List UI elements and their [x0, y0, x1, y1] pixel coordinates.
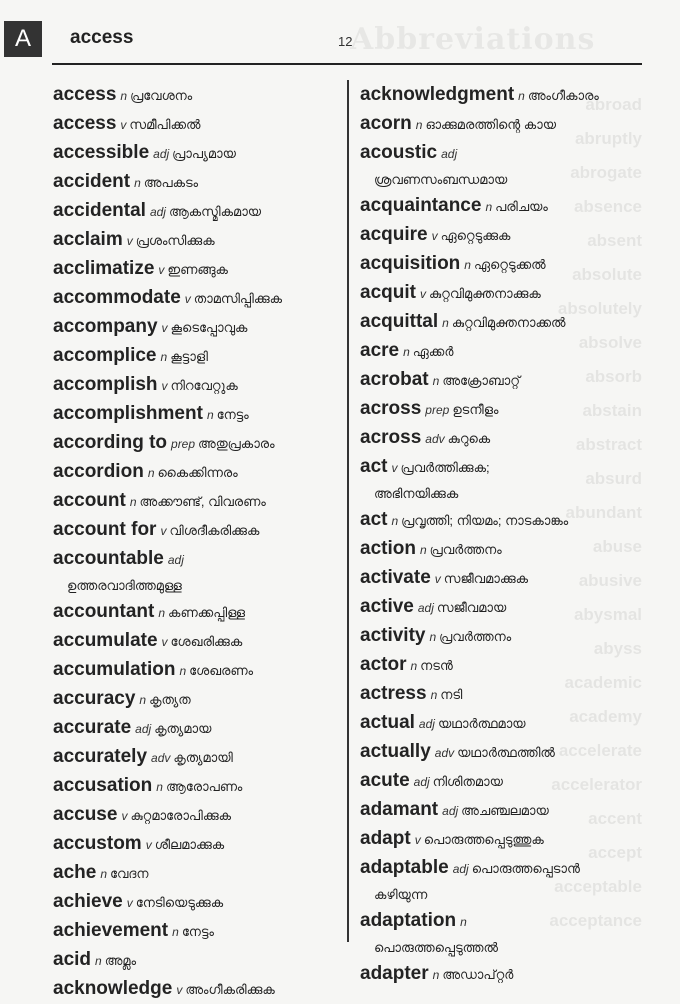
part-of-speech: adv	[425, 432, 445, 446]
bleed-through-word: academy	[569, 707, 642, 726]
bleed-through-word: abroad	[585, 95, 642, 114]
dictionary-entry	[53, 284, 343, 313]
malayalam-gloss-continued: അഭിനയിക്കുക	[374, 486, 459, 501]
dictionary-entry	[360, 366, 660, 395]
part-of-speech: adj	[441, 147, 458, 161]
dictionary-entry	[53, 313, 343, 342]
dictionary-entry	[53, 110, 343, 139]
headword: action	[360, 538, 416, 559]
malayalam-gloss: അഡാപ്റ്റർ	[442, 967, 514, 982]
dictionary-entry	[53, 429, 343, 458]
part-of-speech: adj	[135, 722, 152, 736]
headword: accompany	[53, 316, 158, 337]
malayalam-gloss: നേട്ടം	[181, 924, 214, 939]
dictionary-entry	[53, 946, 343, 975]
dictionary-entry	[53, 371, 343, 400]
malayalam-gloss: അക്കൗണ്ട്, വിവരണം	[139, 494, 266, 509]
dictionary-entry	[53, 139, 343, 168]
bleed-through-word: abusive	[578, 571, 642, 590]
bleed-through-word: abstain	[582, 401, 642, 420]
headword: acre	[360, 340, 400, 361]
dictionary-entry	[53, 888, 343, 917]
malayalam-gloss: അചഞ്ചലമായ	[461, 803, 549, 818]
dictionary-entry	[53, 168, 343, 197]
dictionary-entry	[53, 656, 343, 685]
headword: adamant	[360, 799, 439, 820]
malayalam-gloss: അക്രോബാറ്റ്	[442, 373, 521, 388]
part-of-speech: adj	[452, 862, 469, 876]
malayalam-gloss: കൂട്ടാളി	[170, 349, 208, 364]
dictionary-entry	[360, 651, 660, 680]
headword: account	[53, 490, 126, 511]
headword: accomplishment	[53, 403, 203, 424]
guide-word: access	[70, 27, 134, 48]
dictionary-entry	[360, 825, 660, 854]
headword: acclaim	[53, 229, 123, 250]
part-of-speech: v	[391, 461, 398, 475]
dictionary-entry	[360, 680, 660, 709]
headword: ache	[53, 862, 97, 883]
malayalam-gloss: പ്രവർത്തനം	[429, 542, 502, 557]
malayalam-gloss: പ്രവേശനം	[130, 88, 193, 103]
bleed-through-word: abstract	[575, 435, 642, 454]
dictionary-entry	[360, 796, 660, 825]
malayalam-gloss: പ്രവർത്തനം	[439, 629, 512, 644]
headword: access	[53, 113, 117, 134]
dictionary-entry	[53, 487, 343, 516]
part-of-speech: n	[172, 925, 179, 939]
dictionary-entry	[53, 545, 343, 598]
bleed-through-word: abuse	[592, 537, 642, 556]
part-of-speech: v	[126, 896, 133, 910]
dictionary-entry	[360, 854, 660, 907]
dictionary-entry	[53, 772, 343, 801]
part-of-speech: n	[129, 495, 137, 509]
malayalam-gloss: നേടിയെടുക്കുക	[135, 895, 224, 910]
malayalam-gloss: ശീലമാക്കുക	[154, 837, 225, 852]
malayalam-gloss: ഏറ്റെടുക്കൽ	[473, 257, 546, 272]
dictionary-entry	[53, 516, 343, 545]
bleed-through-word: accelerator	[551, 775, 642, 794]
bleed-through-word: absolute	[572, 265, 642, 284]
dictionary-entry	[360, 192, 660, 221]
headword: across	[360, 398, 422, 419]
bleed-through-word: absent	[587, 231, 642, 250]
part-of-speech: adj	[417, 601, 434, 615]
headword: acrobat	[360, 369, 429, 390]
bleed-through-word: absence	[573, 197, 642, 216]
bleed-through-word: absolutely	[557, 299, 642, 318]
malayalam-gloss: പ്രവൃത്തി; നിയമം; നാടകാങ്കം	[401, 513, 569, 528]
part-of-speech: n	[419, 543, 427, 557]
dictionary-entry	[360, 506, 660, 535]
part-of-speech: v	[431, 229, 438, 243]
headword: accountant	[53, 601, 155, 622]
malayalam-gloss: ഉടനീളം	[452, 402, 499, 417]
dictionary-entry	[53, 685, 343, 714]
part-of-speech: v	[419, 287, 426, 301]
dictionary-entry	[360, 395, 660, 424]
page-number: 12	[338, 34, 353, 49]
malayalam-gloss: യഥാർത്ഥമായ	[437, 716, 526, 731]
headword: accommodate	[53, 287, 181, 308]
dictionary-entry	[360, 738, 660, 767]
malayalam-gloss: സജീവമായ	[436, 600, 507, 615]
malayalam-gloss-continued: പൊരുത്തപ്പെടുത്തൽ	[374, 940, 499, 955]
bleed-through-word: abundant	[565, 503, 642, 522]
malayalam-gloss: ഏറ്റെടുക്കുക	[440, 228, 511, 243]
dictionary-entry	[360, 110, 660, 139]
malayalam-gloss: അംഗീകരിക്കുക	[185, 982, 275, 997]
part-of-speech: prep	[425, 403, 450, 417]
malayalam-gloss: കണക്കപ്പിള്ള	[168, 605, 246, 620]
bleed-through-word: absorb	[585, 367, 642, 386]
malayalam-gloss: ശേഖരണം	[189, 663, 254, 678]
headword: accumulation	[53, 659, 176, 680]
part-of-speech: n	[415, 118, 423, 132]
headword: act	[360, 456, 388, 477]
part-of-speech: v	[434, 572, 441, 586]
bleed-through-word: academic	[564, 673, 642, 692]
bleed-through-title: Abbreviations	[350, 22, 596, 57]
headword: acid	[53, 949, 92, 970]
part-of-speech: adj	[413, 775, 430, 789]
part-of-speech: n	[485, 200, 493, 214]
part-of-speech: n	[120, 89, 128, 103]
part-of-speech: n	[442, 316, 449, 330]
part-of-speech: v	[161, 379, 168, 393]
malayalam-gloss: പ്രവർത്തിക്കുക;	[400, 460, 490, 475]
headword: accidental	[53, 200, 146, 221]
part-of-speech: adj	[153, 147, 170, 161]
malayalam-gloss: അതുപ്രകാരം	[198, 436, 275, 451]
headword: accordion	[53, 461, 144, 482]
malayalam-gloss: നിറവേറ്റുക	[170, 378, 238, 393]
part-of-speech: v	[120, 118, 127, 132]
headword: acquaintance	[360, 195, 482, 216]
part-of-speech: n	[134, 176, 141, 190]
malayalam-gloss: ആരോപണം	[165, 779, 243, 794]
part-of-speech: n	[464, 258, 471, 272]
dictionary-entry	[360, 535, 660, 564]
malayalam-gloss: നേട്ടം	[216, 407, 249, 422]
dictionary-entry	[53, 859, 343, 888]
dictionary-entry	[360, 337, 660, 366]
bleed-through-word: acceptable	[554, 877, 642, 896]
header-rule	[52, 63, 642, 65]
part-of-speech: adj	[418, 717, 435, 731]
dictionary-entry	[53, 714, 343, 743]
bleed-through-word: accelerate	[558, 741, 642, 760]
malayalam-gloss: കൃത്യത	[149, 692, 191, 707]
headword: actor	[360, 654, 407, 675]
dictionary-entry	[53, 458, 343, 487]
bleed-through-word: abyss	[593, 639, 642, 658]
part-of-speech: n	[391, 514, 399, 528]
headword: acquittal	[360, 311, 439, 332]
dictionary-entry	[360, 308, 660, 337]
malayalam-gloss: ഇണങ്ങുക	[167, 262, 228, 277]
headword: adaptable	[360, 857, 449, 878]
malayalam-gloss: അംഗീകാരം	[527, 88, 599, 103]
headword: activity	[360, 625, 426, 646]
headword: actually	[360, 741, 431, 762]
malayalam-gloss: പ്രാപ്യമായ	[172, 146, 236, 161]
bleed-through-word: absurd	[585, 469, 642, 488]
dictionary-entry	[360, 622, 660, 651]
malayalam-gloss: കുറ്റമാരോപിക്കുക	[130, 808, 232, 823]
part-of-speech: n	[179, 664, 187, 678]
malayalam-gloss: കൂടെപ്പോവുക	[170, 320, 248, 335]
dictionary-entry	[53, 400, 343, 429]
dictionary-entry	[360, 139, 660, 192]
dictionary-entry	[53, 801, 343, 830]
dictionary-entry	[53, 917, 343, 946]
headword: achieve	[53, 891, 123, 912]
headword: acknowledge	[53, 978, 173, 999]
part-of-speech: n	[156, 780, 163, 794]
malayalam-gloss-continued: ശ്രവണസംബന്ധമായ	[374, 172, 508, 187]
malayalam-gloss: കുറ്റവിമുക്തനാക്കൽ	[451, 315, 566, 330]
malayalam-gloss: പൊരുത്തപ്പെടാൻ	[471, 861, 580, 876]
part-of-speech: n	[460, 915, 467, 929]
headword: acquire	[360, 224, 428, 245]
dictionary-entry	[360, 593, 660, 622]
dictionary-entry	[53, 598, 343, 627]
malayalam-gloss: കുറുകെ	[447, 431, 491, 446]
malayalam-gloss: നടി	[440, 687, 463, 702]
headword: access	[53, 84, 117, 105]
malayalam-gloss: പരിചയം	[495, 199, 548, 214]
part-of-speech: v	[121, 809, 128, 823]
dictionary-entry	[360, 960, 660, 989]
dictionary-entry	[360, 709, 660, 738]
headword: accountable	[53, 548, 164, 569]
bleed-through-word: abysmal	[573, 605, 642, 624]
bleed-through-word: abrogate	[570, 163, 642, 182]
left-column	[53, 81, 343, 1004]
part-of-speech: adj	[149, 205, 166, 219]
headword: accuracy	[53, 688, 136, 709]
bleed-through-word: accent	[588, 809, 642, 828]
malayalam-gloss: ഏക്കർ	[412, 344, 454, 359]
malayalam-gloss: യഥാർത്ഥത്തിൽ	[457, 745, 555, 760]
headword: acquit	[360, 282, 416, 303]
part-of-speech: n	[410, 659, 418, 673]
part-of-speech: n	[429, 630, 437, 644]
malayalam-gloss: ശേഖരിക്കുക	[170, 634, 243, 649]
part-of-speech: adv	[151, 751, 171, 765]
part-of-speech: n	[147, 466, 155, 480]
dictionary-entry	[360, 221, 660, 250]
malayalam-gloss-continued: കഴിയുന്ന	[374, 887, 428, 902]
headword: accomplice	[53, 345, 157, 366]
part-of-speech: v	[160, 524, 167, 538]
headword: according to	[53, 432, 168, 453]
dictionary-entry	[53, 197, 343, 226]
headword: achievement	[53, 920, 169, 941]
part-of-speech: v	[161, 635, 168, 649]
headword: accuse	[53, 804, 118, 825]
part-of-speech: n	[95, 954, 102, 968]
headword: act	[360, 509, 388, 530]
part-of-speech: adj	[442, 804, 459, 818]
headword: account for	[53, 519, 157, 540]
dictionary-entry	[360, 250, 660, 279]
malayalam-gloss: അപകടം	[143, 175, 199, 190]
part-of-speech: adv	[434, 746, 455, 760]
headword: acquisition	[360, 253, 461, 274]
dictionary-entry	[360, 424, 660, 453]
malayalam-gloss: നിശിതമായ	[432, 774, 503, 789]
headword: acute	[360, 770, 410, 791]
bleed-through-word: absolve	[578, 333, 642, 352]
malayalam-gloss: വേദന	[110, 866, 149, 881]
dictionary-entry	[53, 255, 343, 284]
dictionary-entry	[360, 453, 660, 506]
dictionary-entry	[53, 226, 343, 255]
headword: accomplish	[53, 374, 158, 395]
dictionary-entry	[360, 81, 660, 110]
bleed-through-word: accept	[588, 843, 642, 862]
headword: activate	[360, 567, 431, 588]
headword: accident	[53, 171, 131, 192]
malayalam-gloss: ഓക്കുമരത്തിന്റെ കായ	[425, 117, 557, 132]
headword: acknowledgment	[360, 84, 515, 105]
part-of-speech: v	[414, 833, 421, 847]
malayalam-gloss: അമ്ലം	[104, 953, 137, 968]
dictionary-entry	[360, 564, 660, 593]
headword: active	[360, 596, 414, 617]
section-letter-badge: A	[4, 21, 42, 57]
part-of-speech: n	[518, 89, 525, 103]
malayalam-gloss: കൈക്കിന്നരം	[157, 465, 238, 480]
headword: across	[360, 427, 422, 448]
part-of-speech: v	[176, 983, 183, 997]
dictionary-entry	[53, 743, 343, 772]
headword: actual	[360, 712, 415, 733]
headword: adapt	[360, 828, 411, 849]
headword: acclimatize	[53, 258, 155, 279]
part-of-speech: adj	[167, 553, 184, 567]
part-of-speech: n	[432, 374, 440, 388]
malayalam-gloss: ആകസ്മികമായ	[168, 204, 262, 219]
malayalam-gloss: വിശദീകരിക്കുക	[169, 523, 260, 538]
part-of-speech: v	[126, 234, 133, 248]
headword: acoustic	[360, 142, 438, 163]
part-of-speech: n	[432, 968, 440, 982]
malayalam-gloss: പ്രശംസിക്കുക	[135, 233, 215, 248]
dictionary-entry	[53, 830, 343, 859]
malayalam-gloss: താമസിപ്പിക്കുക	[193, 291, 283, 306]
part-of-speech: v	[161, 321, 168, 335]
part-of-speech: v	[184, 292, 191, 306]
headword: adaptation	[360, 910, 457, 931]
part-of-speech: prep	[171, 437, 196, 451]
dictionary-entry	[53, 81, 343, 110]
headword: adapter	[360, 963, 429, 984]
malayalam-gloss: നടൻ	[420, 658, 453, 673]
right-column	[360, 81, 660, 989]
malayalam-gloss: സജീവമാക്കുക	[443, 571, 529, 586]
malayalam-gloss-continued: ഉത്തരവാദിത്തമുള്ള	[67, 578, 182, 593]
malayalam-gloss: കൃത്യമായി	[173, 750, 233, 765]
dictionary-entry	[360, 279, 660, 308]
headword: accurate	[53, 717, 132, 738]
headword: accusation	[53, 775, 153, 796]
part-of-speech: n	[100, 867, 107, 881]
malayalam-gloss: കൃത്യമായ	[154, 721, 212, 736]
dictionary-entry	[360, 907, 660, 960]
part-of-speech: n	[160, 350, 168, 364]
headword: accustom	[53, 833, 142, 854]
dictionary-entry	[53, 627, 343, 656]
part-of-speech: n	[139, 693, 147, 707]
dictionary-entry	[53, 342, 343, 371]
headword: accumulate	[53, 630, 158, 651]
bleed-through-word: acceptance	[549, 911, 642, 930]
part-of-speech: v	[158, 263, 165, 277]
part-of-speech: n	[158, 606, 166, 620]
part-of-speech: n	[403, 345, 410, 359]
page-header	[0, 0, 680, 70]
headword: actress	[360, 683, 427, 704]
malayalam-gloss: കുറ്റവിമുക്തനാക്കുക	[428, 286, 541, 301]
part-of-speech: n	[206, 408, 214, 422]
dictionary-entry	[360, 767, 660, 796]
malayalam-gloss: പൊരുത്തപ്പെടുത്തുക	[423, 832, 544, 847]
bleed-through-word: abruptly	[574, 129, 642, 148]
headword: accurately	[53, 746, 148, 767]
part-of-speech: v	[145, 838, 152, 852]
headword: acorn	[360, 113, 412, 134]
headword: accessible	[53, 142, 150, 163]
column-divider	[347, 80, 349, 942]
part-of-speech: n	[430, 688, 438, 702]
malayalam-gloss: സമീപിക്കൽ	[129, 117, 201, 132]
